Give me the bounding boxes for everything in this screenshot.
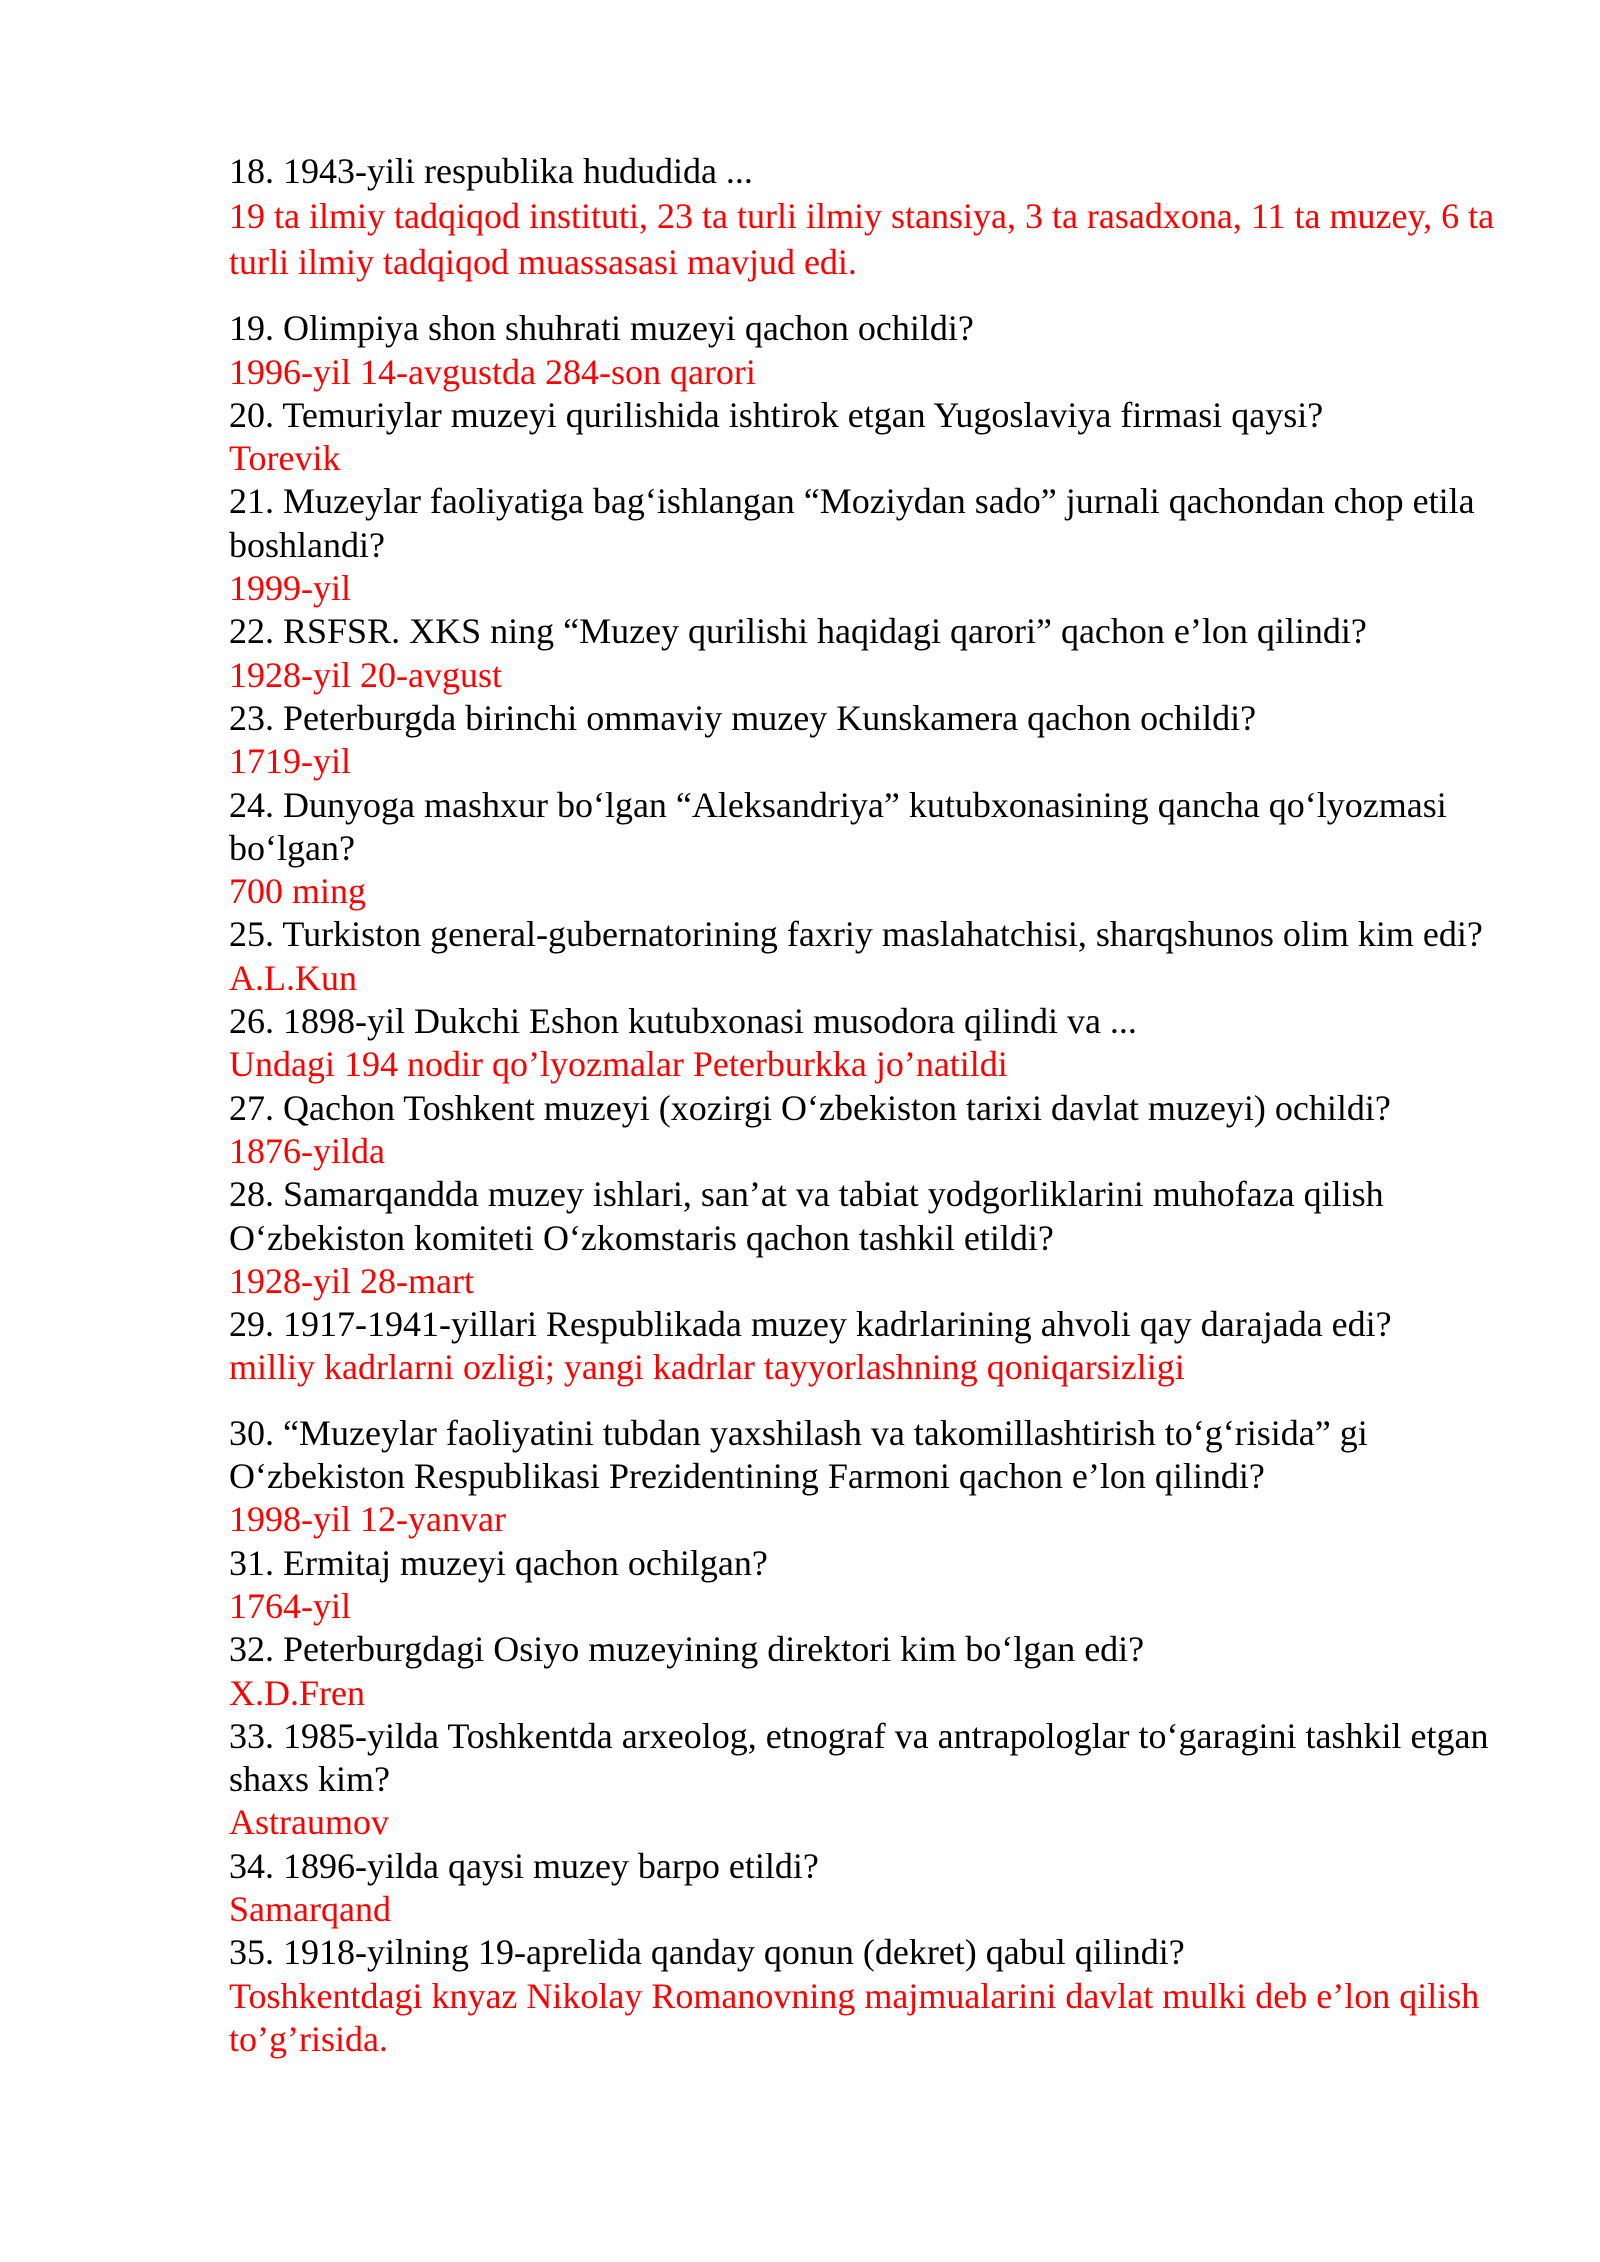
answer-31: 1764-yil: [229, 1585, 351, 1626]
answer-20: Torevik: [229, 438, 341, 479]
answer-26: Undagi 194 nodir qo’lyozmalar Peterburkka jo’natildi: [229, 1044, 1008, 1085]
question-22: 22. RSFSR. XKS ning “Muzey qurilishi haqidagi qarori” qachon e’lon qilindi?: [229, 611, 1367, 652]
question-24: 24. Dunyoga mashxur bo‘lgan “Aleksandriya” kutubxonasining qancha qo‘lyozmasi bo‘lgan?: [229, 784, 1447, 868]
question-28: 28. Samarqandda muzey ishlari, san’at va tabiat yodgorliklarini muhofaza qilish O‘zbekiston komiteti O‘zkomstaris qachon tashkil etildi?: [229, 1174, 1384, 1258]
question-19: 19. Olimpiya shon shuhrati muzeyi qachon ochildi?: [229, 308, 974, 349]
answer-25: A.L.Kun: [229, 957, 357, 998]
question-18: 18. 1943-yili respublika hududida ...: [229, 151, 753, 191]
answer-21: 1999-yil: [229, 568, 351, 609]
question-32: 32. Peterburgdagi Osiyo muzeyining direktori kim bo‘lgan edi?: [229, 1629, 1145, 1670]
question-27: 27. Qachon Toshkent muzeyi (xozirgi O‘zbekiston tarixi davlat muzeyi) ochildi?: [229, 1087, 1391, 1128]
question-20: 20. Temuriylar muzeyi qurilishida ishtirok etgan Yugoslaviya firmasi qaysi?: [229, 394, 1324, 435]
question-34: 34. 1896-yilda qaysi muzey barpo etildi?: [229, 1845, 819, 1886]
answer-23: 1719-yil: [229, 741, 351, 782]
question-31: 31. Ermitaj muzeyi qachon ochilgan?: [229, 1542, 768, 1583]
answer-29: milliy kadrlarni ozligi; yangi kadrlar tayyorlashning qoniqarsizligi: [229, 1347, 1185, 1388]
answer-35: Toshkentdagi knyaz Nikolay Romanovning majmualarini davlat mulki deb e’lon qilish to’g’risida.: [229, 1975, 1480, 2059]
question-35: 35. 1918-yilning 19-aprelida qanday qonun (dekret) qabul qilindi?: [229, 1932, 1185, 1973]
answer-19: 1996-yil 14-avgustda 284-son qarori: [229, 351, 756, 392]
answer-24: 700 ming: [229, 871, 367, 912]
question-30: 30. “Muzeylar faoliyatini tubdan yaxshilash va takomillashtirish to‘g‘risida” gi O‘zbekiston Respublikasi Prezidentining Farmoni qachon e’lon qilindi?: [229, 1412, 1368, 1497]
qa-list: [229, 150, 1509, 2061]
answer-27: 1876-yilda: [229, 1130, 385, 1171]
answer-32: X.D.Fren: [229, 1672, 365, 1713]
question-33: 33. 1985-yilda Toshkentda arxeolog, etnograf va antrapologlar to‘garagini tashkil etgan shaxs kim?: [229, 1715, 1489, 1800]
question-25: 25. Turkiston general-gubernatorining faxriy maslahatchisi, sharqshunos olim kim edi?: [229, 914, 1483, 955]
question-26: 26. 1898-yil Dukchi Eshon kutubxonasi musodora qilindi va ...: [229, 1001, 1137, 1042]
answer-34: Samarqand: [229, 1888, 391, 1929]
answer-30: 1998-yil 12-yanvar: [229, 1499, 506, 1540]
answer-22: 1928-yil 20-avgust: [229, 654, 502, 695]
answer-18: 19 ta ilmiy tadqiqod instituti, 23 ta turli ilmiy stansiya, 3 ta rasadxona, 11 ta muzey, 6 ta turli ilmiy tadqiqod muassasasi mavjud edi.: [229, 196, 1495, 283]
question-23: 23. Peterburgda birinchi ommaviy muzey Kunskamera qachon ochildi?: [229, 697, 1257, 738]
answer-28: 1928-yil 28-mart: [229, 1260, 474, 1301]
answer-33: Astraumov: [229, 1802, 389, 1843]
question-21: 21. Muzeylar faoliyatiga bag‘ishlangan “Moziydan sado” jurnali qachondan chop etila boshlandi?: [229, 481, 1475, 565]
question-29: 29. 1917-1941-yillari Respublikada muzey kadrlarining ahvoli qay darajada edi?: [229, 1304, 1392, 1345]
